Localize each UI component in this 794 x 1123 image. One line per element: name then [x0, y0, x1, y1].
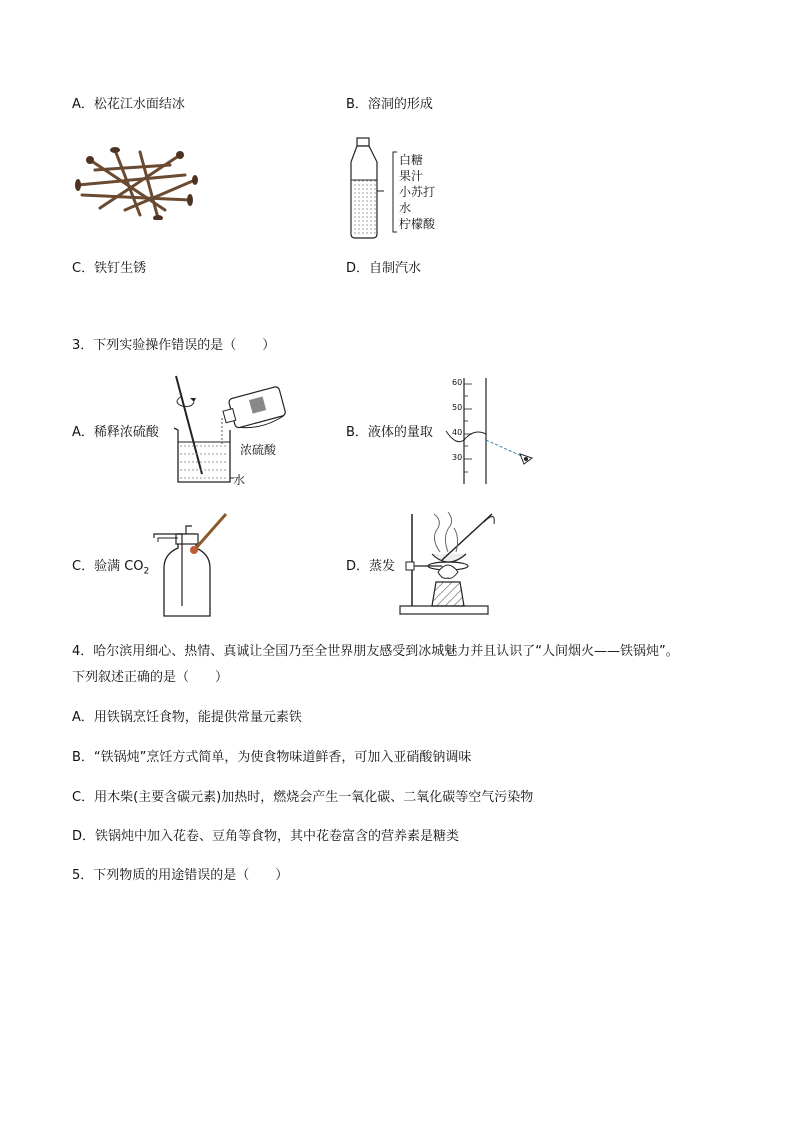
q3-option-b: B．液体的量取 [346, 425, 433, 440]
cylinder-tick-40: 40 [452, 428, 463, 437]
q2-option-b: B．溶洞的形成 [346, 97, 433, 112]
q5-stem: 5．下列物质的用途错误的是（ ） [72, 868, 289, 883]
dilute-acid-figure [168, 374, 288, 490]
q4-option-d: D．铁锅炖中加入花卷、豆角等食物，其中花卷富含的营养素是糖类 [72, 829, 460, 844]
bottle-label-sugar: 白糖 [399, 153, 424, 167]
q3-stem: 3．下列实验操作错误的是（ ） [72, 338, 276, 353]
evaporation-figure [390, 508, 510, 618]
cylinder-tick-30: 30 [452, 453, 463, 462]
q2-option-c: C．铁钉生锈 [72, 261, 147, 276]
q3-option-c-text: C．验满 CO [72, 559, 144, 574]
label-concentrated-sulfuric-acid: 浓硫酸 [240, 443, 277, 457]
label-water: 水 [233, 473, 246, 487]
q4-option-a: A．用铁锅烹饪食物，能提供常量元素铁 [72, 710, 302, 725]
bottle-label-water: 水 [399, 201, 412, 215]
bottle-label-juice: 果汁 [399, 169, 424, 183]
q4-option-c: C．用木柴(主要含碳元素)加热时，燃烧会产生一氧化碳、二氧化碳等空气污染物 [72, 790, 534, 805]
cylinder-tick-50: 50 [452, 403, 463, 412]
q3-option-c [72, 558, 149, 581]
bottle-bracket [391, 150, 399, 234]
q4-stem-line1: 4．哈尔滨用细心、热情、真诚让全国乃至全世界朋友感受到冰城魅力并且认识了“人间烟火——铁锅炖”。 [72, 644, 679, 659]
co2-subscript: 2 [143, 566, 150, 577]
q2-option-d: D．自制汽水 [346, 261, 422, 276]
rusty-nails-image [70, 140, 200, 220]
bottle-label-baking-soda: 小苏打 [399, 185, 436, 199]
q4-option-b: B．“铁锅炖”烹饪方式简单，为使食物味道鲜香，可加入亚硝酸钠调味 [72, 750, 472, 765]
cylinder-tick-60: 60 [452, 378, 463, 387]
q3-option-a: A．稀释浓硫酸 [72, 425, 159, 440]
q4-stem-line2: 下列叙述正确的是（ ） [72, 670, 229, 685]
co2-bottle-figure [152, 508, 252, 620]
q3-option-d: D．蒸发 [346, 559, 396, 574]
q2-option-a: A．松花江水面结冰 [72, 97, 185, 112]
soda-bottle-figure [346, 136, 386, 240]
bottle-label-citric-acid: 柠檬酸 [399, 217, 436, 231]
